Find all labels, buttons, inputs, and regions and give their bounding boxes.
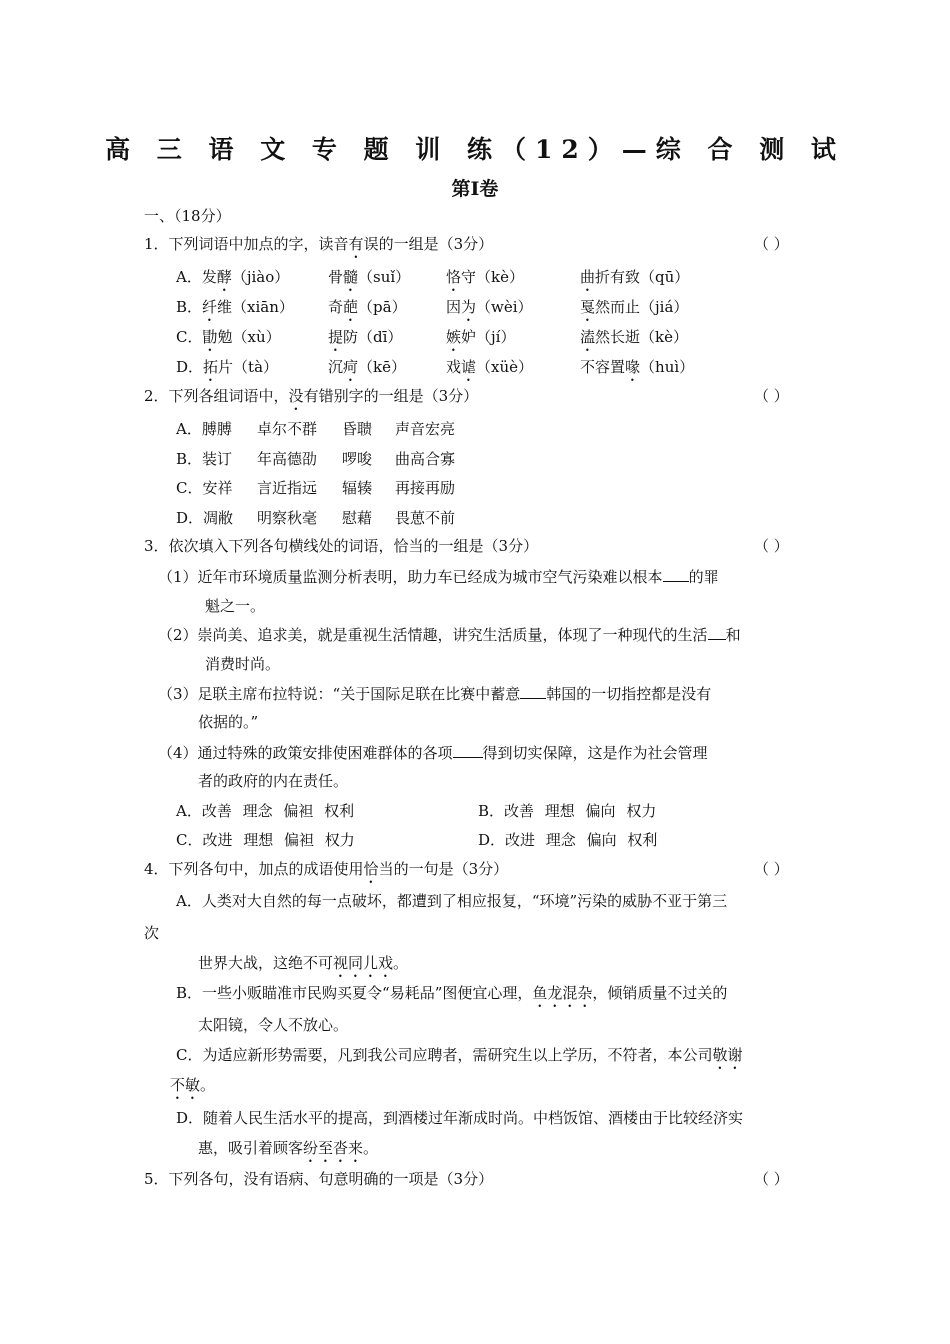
q1-option-b-2: 奇葩（pā） — [328, 298, 407, 316]
q4-option-c-cont: 不敏。 — [170, 1076, 216, 1094]
q1-option-b-1: B．纤维（xiān） — [176, 298, 294, 316]
q3-sentence-2-cont: 消费时尚。 — [205, 655, 281, 673]
q2-stem: 2．下列各组词语中，没有错别字的一组是（3分） — [144, 387, 479, 405]
q4-option-b: B．一些小贩瞄准市民购买夏令“易耗品”图便宜心理，鱼龙混杂，倾销质量不过关的 — [176, 984, 728, 1002]
answer-paren: （ ） — [754, 1170, 789, 1188]
page-title: 高 三 语 文 专 题 训 练（12）—综 合 测 试 — [105, 135, 845, 164]
q4-option-a-wrap: 次 — [144, 924, 160, 942]
q2-option: 再接再励 — [395, 479, 456, 497]
q2-option: 慰藉 — [342, 509, 373, 527]
q1-option-c-1: C．勖勉（xù） — [176, 328, 281, 346]
q4-option-a-cont: 世界大战，这绝不可视同儿戏。 — [198, 954, 409, 972]
q2-option: 曲高合寡 — [395, 450, 456, 468]
q1-option-a-4: 曲折有致（qū） — [580, 268, 690, 286]
q2-option: 畏葸不前 — [395, 509, 456, 527]
q1-option-a-3: 恪守（kè） — [446, 268, 524, 286]
q2-option: 明察秋毫 — [257, 509, 318, 527]
q4-option-b-cont: 太阳镜，令人不放心。 — [198, 1016, 349, 1034]
q3-sentence-4: （4）通过特殊的政策安排使困难群体的各项 得到切实保障，这是作为社会管理 — [158, 744, 708, 762]
q5-stem: 5．下列各句，没有语病、句意明确的一项是（3分） — [144, 1170, 494, 1188]
volume-heading: 第Ⅰ卷 — [451, 178, 499, 200]
fill-blank — [520, 683, 546, 699]
fill-blank — [708, 624, 726, 640]
q1-option-d-2: 沉疴（kē） — [328, 358, 406, 376]
q1-option-b-3: 因为（wèi） — [446, 298, 533, 316]
q4-option-d-cont: 惠，吸引着顾客纷至沓来。 — [198, 1139, 379, 1157]
q3-option-b: B．改善 理想 偏向 权力 — [478, 802, 657, 820]
q3-stem: 3．依次填入下列各句横线处的词语，恰当的一组是（3分） — [144, 537, 539, 555]
fill-blank — [663, 566, 689, 582]
answer-paren: （ ） — [754, 235, 789, 253]
q1-option-d-3: 戏谑（xüè） — [446, 358, 534, 376]
q4-stem: 4．下列各句中，加点的成语使用恰当的一句是（3分） — [144, 860, 509, 878]
q3-option-c: C．改进 理想 偏袒 权力 — [176, 831, 355, 849]
q3-option-a: A．改善 理念 偏袒 权利 — [176, 802, 355, 820]
q3-sentence-1: （1）近年市环境质量监测分析表明，助力车已经成为城市空气污染难以根本 的罪 — [158, 568, 719, 586]
q2-option: C．安祥 — [176, 479, 233, 497]
q2-option: 年高德劭 — [257, 450, 318, 468]
q1-option-a-2: 骨髓（suǐ） — [328, 268, 411, 286]
q2-option: 辐辏 — [342, 479, 373, 497]
q3-option-d: D．改进 理念 偏向 权利 — [478, 831, 658, 849]
q2-option: D．凋敝 — [176, 509, 234, 527]
fill-blank — [453, 742, 483, 758]
q3-sentence-2: （2）崇尚美、追求美，就是重视生活情趣，讲究生活质量，体现了一种现代的生活 和 — [158, 626, 741, 644]
q1-option-c-2: 提防（dī） — [328, 328, 403, 346]
q3-sentence-3: （3）足联主席布拉特说：“关于国际足联在比赛中蓄意 韩国的一切指控都是没有 — [158, 685, 712, 703]
q4-option-a: A．人类对大自然的每一点破坏，都遭到了相应报复，“环境”污染的威胁不亚于第三 — [176, 892, 728, 910]
q1-stem: 1．下列词语中加点的字，读音有误的一组是（3分） — [144, 235, 494, 253]
q2-option: A．膊膊 — [176, 420, 232, 438]
q1-option-b-4: 戛然而止（jiá） — [580, 298, 689, 316]
q3-sentence-1-cont: 魁之一。 — [205, 597, 266, 615]
q1-option-d-4: 不容置喙（huì） — [580, 358, 695, 376]
answer-paren: （ ） — [754, 387, 789, 405]
q2-option: 啰唆 — [342, 450, 373, 468]
q2-option: 声音宏亮 — [395, 420, 456, 438]
q2-option: 卓尔不群 — [257, 420, 318, 438]
q2-option: 言近指远 — [257, 479, 318, 497]
q2-option: B．装订 — [176, 450, 233, 468]
answer-paren: （ ） — [754, 860, 789, 878]
q2-option: 昏聩 — [342, 420, 373, 438]
q4-option-c: C．为适应新形势需要，凡到我公司应聘者，需研究生以上学历，不符者，本公司敬谢 — [176, 1046, 743, 1064]
answer-paren: （ ） — [754, 537, 789, 555]
q1-option-a-1: A．发酵（jiào） — [176, 268, 290, 286]
section-heading: 一、（18分） — [144, 207, 231, 225]
q3-sentence-4-cont: 者的政府的内在责任。 — [198, 772, 349, 790]
q1-option-c-4: 溘然长逝（kè） — [580, 328, 688, 346]
q1-option-d-1: D．拓片（tà） — [176, 358, 279, 376]
q1-option-c-3: 嫉妒（jí） — [446, 328, 516, 346]
q3-sentence-3-cont: 依据的。” — [198, 713, 259, 731]
q4-option-d: D．随着人民生活水平的提高，到酒楼过年渐成时尚。中档饭馆、酒楼由于比较经济实 — [176, 1109, 744, 1127]
